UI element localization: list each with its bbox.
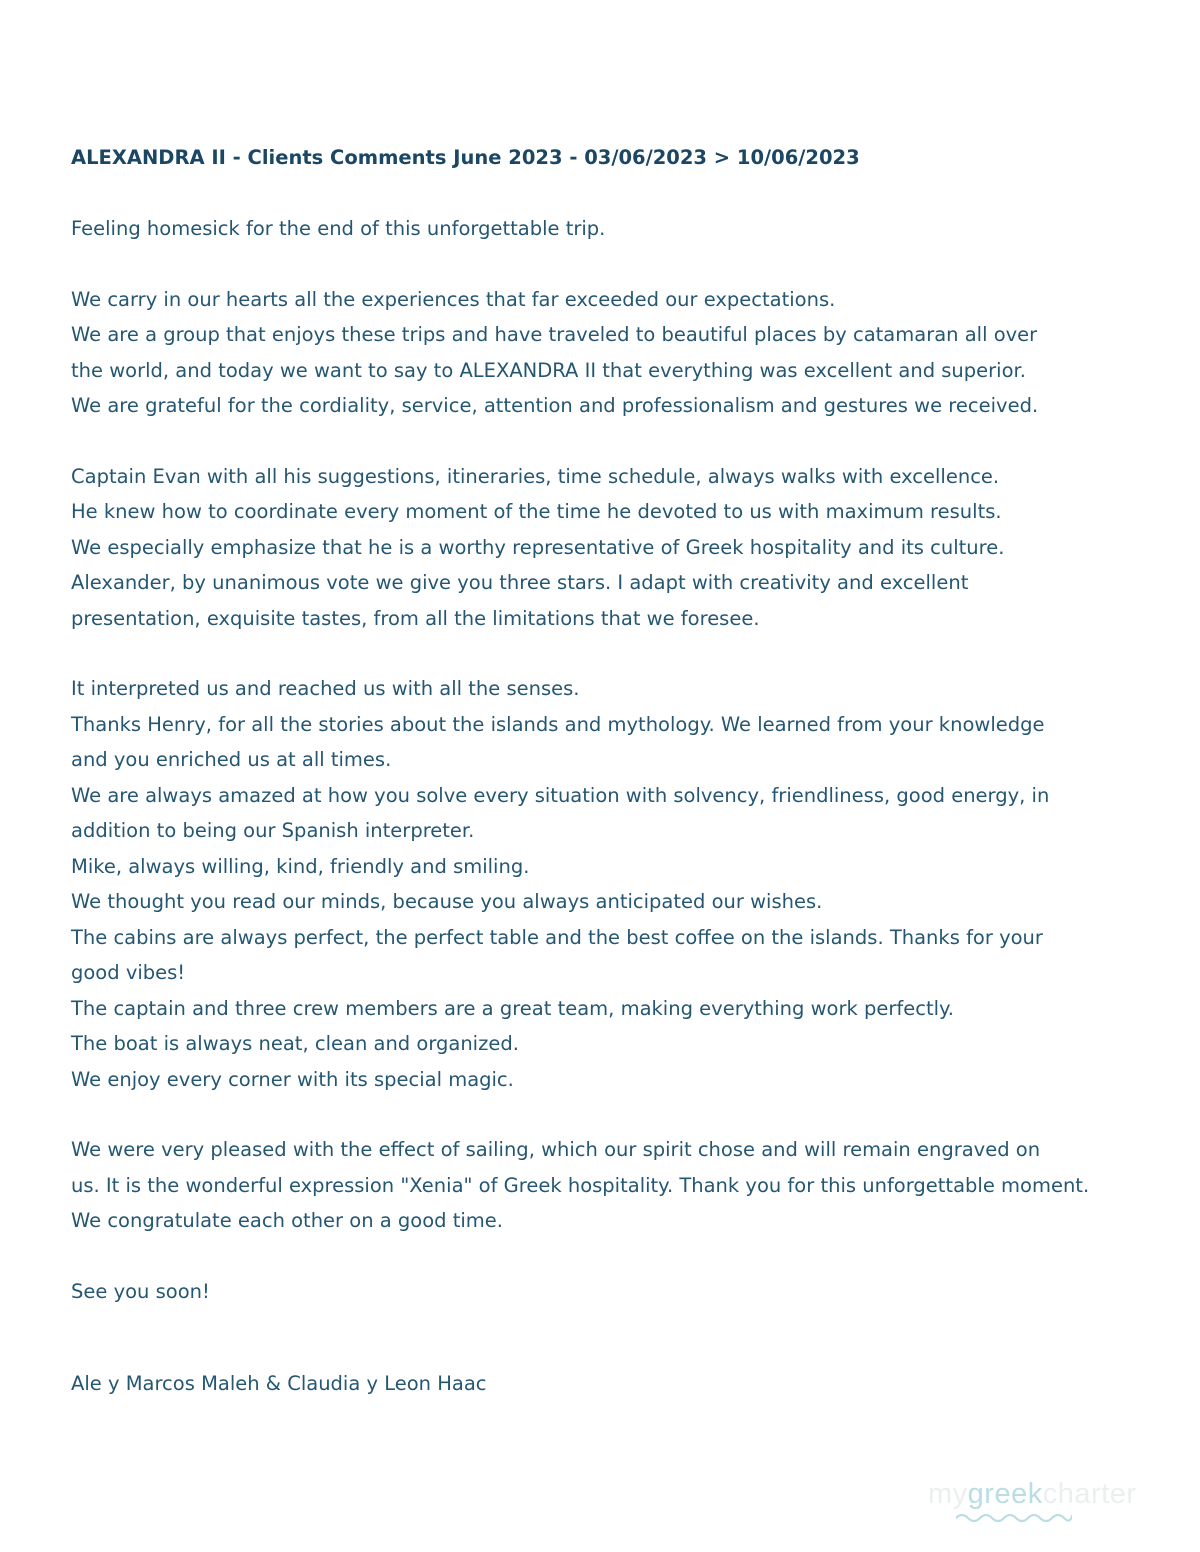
- text-line: We are grateful for the cordiality, service, attention and professionalism and gestures we received.: [71, 394, 1039, 417]
- waves-icon: [956, 1512, 1072, 1524]
- text-line: presentation, exquisite tastes, from all the limitations that we foresee.: [71, 606, 760, 630]
- watermark-text-part: my: [928, 1478, 968, 1510]
- text-line: and you enriched us at all times.: [71, 748, 392, 771]
- text-line: We especially emphasize that he is a worthy representative of Greek hospitality and its culture.: [71, 535, 1005, 559]
- text-line: Captain Evan with all his suggestions, itineraries, time schedule, always walks with excellence.: [71, 464, 1000, 488]
- watermark-text: [928, 1478, 1136, 1511]
- signature: Ale y Marcos Maleh & Claudia y Leon Haac: [71, 1372, 487, 1395]
- text-line: It interpreted us and reached us with all the senses.: [71, 677, 580, 700]
- paragraph-closing: [71, 1274, 1141, 1310]
- text-line: addition to being our Spanish interpreter.: [71, 819, 475, 842]
- text-line: us. It is the wonderful expression "Xenia" of Greek hospitality. Thank you for this unforgettable moment.: [71, 1173, 1090, 1197]
- text-line: Mike, always willing, kind, friendly and smiling.: [71, 854, 530, 878]
- text-line: We carry in our hearts all the experiences that far exceeded our expectations.: [71, 287, 836, 311]
- text-line: The cabins are always perfect, the perfect table and the best coffee on the islands. Thanks for your: [71, 925, 1043, 949]
- text-line: He knew how to coordinate every moment of the time he devoted to us with maximum results.: [71, 500, 1002, 523]
- text-line: good vibes!: [71, 961, 186, 984]
- text-line: We congratulate each other on a good time.: [71, 1209, 503, 1232]
- text-line: Alexander, by unanimous vote we give you three stars. I adapt with creativity and excellent: [71, 571, 969, 594]
- text-line: the world, and today we want to say to ALEXANDRA II that everything was excellent and superior.: [71, 358, 1026, 382]
- paragraph-captain: [71, 459, 1141, 637]
- document-page: [71, 141, 1141, 1402]
- paragraph-group-experience: [71, 282, 1141, 424]
- text-line: We thought you read our minds, because you always anticipated our wishes.: [71, 890, 823, 913]
- text-line: We are a group that enjoys these trips and have traveled to beautiful places by catamaran all over: [71, 323, 1038, 346]
- paragraph-crew: [71, 671, 1141, 1097]
- text-line: The boat is always neat, clean and organized.: [71, 1032, 519, 1055]
- text-line: The captain and three crew members are a great team, making everything work perfectly.: [71, 996, 954, 1020]
- text-line: Feeling homesick for the end of this unforgettable trip.: [71, 217, 606, 240]
- text-line: We were very pleased with the effect of sailing, which our spirit chose and will remain engraved on: [71, 1138, 1041, 1161]
- text-line: See you soon!: [71, 1279, 210, 1303]
- paragraph-intro: [71, 211, 1141, 247]
- brand-watermark-logo: [928, 1478, 1178, 1528]
- watermark-text-part: charter: [1042, 1478, 1137, 1510]
- text-line: We enjoy every corner with its special magic.: [71, 1067, 514, 1091]
- document-title: ALEXANDRA II - Clients Comments June 2023 - 03/06/2023 > 10/06/2023: [71, 146, 860, 169]
- text-line: Thanks Henry, for all the stories about the islands and mythology. We learned from your knowledge: [71, 712, 1045, 736]
- paragraph-sailing: [71, 1132, 1141, 1239]
- text-line: We are always amazed at how you solve every situation with solvency, friendliness, good energy, in: [71, 783, 1050, 807]
- watermark-text-part: greek: [967, 1478, 1043, 1510]
